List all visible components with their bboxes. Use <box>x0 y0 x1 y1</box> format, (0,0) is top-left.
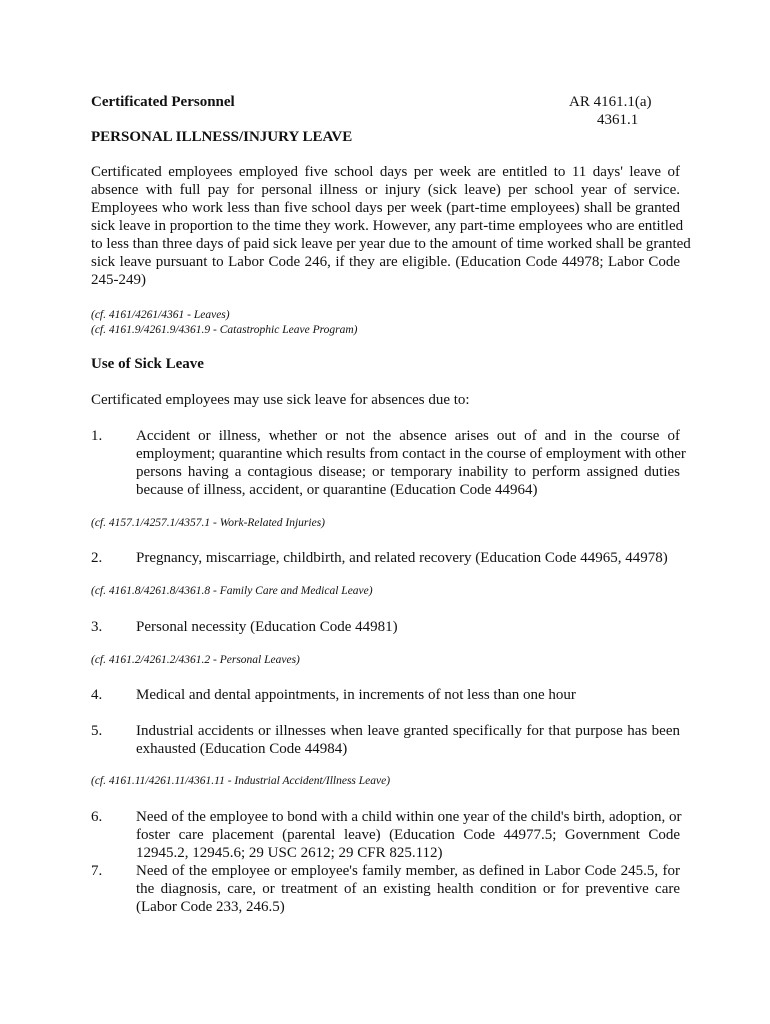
list-item <box>136 722 680 758</box>
regulation-code-secondary: 4361.1 <box>597 112 639 128</box>
list-item-line: foster care placement (parental leave) (Education Code 44977.5; Government Code <box>136 827 680 843</box>
intro-paragraph <box>91 163 691 289</box>
list-item-line: Pregnancy, miscarriage, childbirth, and related recovery (Education Code 44965, 44978) <box>136 550 668 566</box>
list-item-number: 3. <box>91 619 103 635</box>
list-item-number: 6. <box>91 809 103 825</box>
list-item <box>136 862 680 916</box>
list-item <box>136 618 680 636</box>
list-item-number: 7. <box>91 863 103 879</box>
cross-reference: (cf. 4161.8/4261.8/4361.8 - Family Care and Medical Leave) <box>91 585 373 597</box>
paragraph-line: sick leave pursuant to Labor Code 246, if they are eligible. (Education Code 44978; Labor Code <box>91 254 680 270</box>
cross-reference: (cf. 4161.9/4261.9/4361.9 - Catastrophic Leave Program) <box>91 324 358 336</box>
list-item-line: Medical and dental appointments, in increments of not less than one hour <box>136 687 576 703</box>
paragraph-line: to less than three days of paid sick leave per year due to the amount of time worked shall be granted <box>91 236 691 252</box>
list-item-number: 4. <box>91 687 103 703</box>
paragraph-line: 245-249) <box>91 272 146 288</box>
list-item-line: Need of the employee to bond with a child within one year of the child's birth, adoption, or <box>136 809 682 825</box>
cross-reference: (cf. 4161.2/4261.2/4361.2 - Personal Leaves) <box>91 654 300 666</box>
page-title: PERSONAL ILLNESS/INJURY LEAVE <box>91 129 353 145</box>
section-heading: Use of Sick Leave <box>91 356 204 372</box>
list-item-number: 5. <box>91 723 103 739</box>
list-item-line: Accident or illness, whether or not the absence arises out of and in the course of <box>136 428 680 444</box>
list-item-line: Personal necessity (Education Code 44981) <box>136 619 398 635</box>
cross-reference: (cf. 4161/4261/4361 - Leaves) <box>91 309 230 321</box>
section-label: Certificated Personnel <box>91 94 235 110</box>
list-item <box>136 549 680 567</box>
list-item-line: the diagnosis, care, or treatment of an existing health condition or for preventive care <box>136 881 680 897</box>
list-item-line: employment; quarantine which results from contact in the course of employment with other <box>136 446 686 462</box>
list-item <box>136 427 686 499</box>
list-item-number: 1. <box>91 428 103 444</box>
list-item <box>136 686 680 704</box>
paragraph-line: sick leave in proportion to the time they work. However, any part-time employees who are entitled <box>91 218 684 234</box>
list-item-line: (Labor Code 233, 246.5) <box>136 899 285 915</box>
list-item-line: because of illness, accident, or quarantine (Education Code 44964) <box>136 482 538 498</box>
list-item-line: 12945.2, 12945.6; 29 USC 2612; 29 CFR 825.112) <box>136 845 443 861</box>
list-item-line: Industrial accidents or illnesses when leave granted specifically for that purpose has been <box>136 723 680 739</box>
cross-reference: (cf. 4157.1/4257.1/4357.1 - Work-Related Injuries) <box>91 517 326 529</box>
list-item-number: 2. <box>91 550 103 566</box>
list-item-line: Need of the employee or employee's family member, as defined in Labor Code 245.5, for <box>136 863 680 879</box>
section-intro: Certificated employees may use sick leave for absences due to: <box>91 392 470 408</box>
paragraph-line: Certificated employees employed five school days per week are entitled to 11 days' leave of <box>91 164 680 180</box>
cross-reference: (cf. 4161.11/4261.11/4361.11 - Industrial Accident/Illness Leave) <box>91 775 391 787</box>
list-item-line: exhausted (Education Code 44984) <box>136 741 348 757</box>
list-item <box>136 808 680 862</box>
paragraph-line: absence with full pay for personal illness or injury (sick leave) per school year of service. <box>91 182 680 198</box>
paragraph-line: Employees who work less than five school days per week (part-time employees) shall be granted <box>91 200 680 216</box>
regulation-code: AR 4161.1(a) <box>569 94 652 110</box>
list-item-line: persons having a contagious disease; or temporary inability to perform assigned duties <box>136 464 680 480</box>
